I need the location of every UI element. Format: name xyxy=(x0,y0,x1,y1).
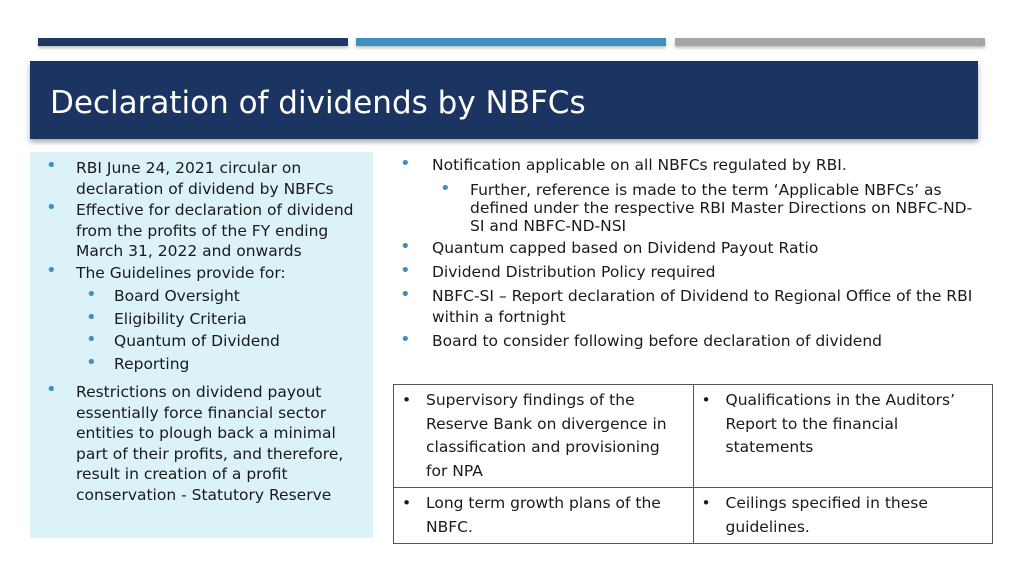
cell-text: Long term growth plans of the NBFC. xyxy=(426,494,661,536)
table-row xyxy=(394,488,993,544)
table-cell xyxy=(693,385,993,488)
right-item-distribution-policy: • Dividend Distribution Policy required xyxy=(400,262,980,283)
left-item-guidelines xyxy=(46,263,366,376)
considerations-table xyxy=(393,384,993,544)
table-row xyxy=(394,385,993,488)
sub-item-quantum: • Quantum of Dividend xyxy=(76,330,366,353)
right-item-quantum-capped: • Quantum capped based on Dividend Payout Ratio xyxy=(400,238,980,259)
accent-bar-light-blue xyxy=(356,38,666,46)
table-cell xyxy=(693,488,993,544)
slide-title: Declaration of dividends by NBFCs xyxy=(50,85,586,121)
guidelines-sub-list xyxy=(76,285,366,375)
bullet-glyph: • xyxy=(402,391,412,409)
bullet-glyph: • xyxy=(701,391,711,409)
right-item-notification-label: Notification applicable on all NBFCs regulated by RBI. xyxy=(432,156,847,174)
bullet-glyph: • xyxy=(402,494,412,512)
sub-item-eligibility: • Eligibility Criteria xyxy=(76,308,366,331)
cell-text: Qualifications in the Auditors’ Report to the financial statements xyxy=(725,391,956,456)
accent-bar-gray xyxy=(675,38,985,46)
notification-sub-list xyxy=(432,181,980,235)
bullet-glyph: • xyxy=(701,494,711,512)
table-cell xyxy=(394,488,694,544)
sub-item-reporting: • Reporting xyxy=(76,353,366,376)
sub-item-board-oversight: • Board Oversight xyxy=(76,285,366,308)
left-item-guidelines-label: The Guidelines provide for: xyxy=(76,263,286,282)
sub-item-applicable-nbfcs: • Further, reference is made to the term ‘Applicable NBFCs’ as defined under the respective RBI Master Directions on NBFC-ND-SI and NBFC-ND-NSI xyxy=(432,181,980,235)
table-cell xyxy=(394,385,694,488)
cell-text: Ceilings specified in these guidelines. xyxy=(725,494,928,536)
cell-text: Supervisory findings of the Reserve Bank on divergence in classification and provisioning for NPA xyxy=(426,391,667,480)
right-bullet-list xyxy=(400,155,980,355)
left-item-effective: • Effective for declaration of dividend from the profits of the FY ending March 31, 2022 and onwards xyxy=(46,200,366,262)
right-item-report-declaration: • NBFC-SI – Report declaration of Dividend to Regional Office of the RBI within a fortnight xyxy=(400,286,980,328)
left-panel xyxy=(30,152,373,538)
left-bullet-list xyxy=(46,157,366,505)
left-item-circular: • RBI June 24, 2021 circular on declaration of dividend by NBFCs xyxy=(46,158,366,199)
title-banner xyxy=(30,61,978,139)
left-item-restrictions: • Restrictions on dividend payout essentially force financial sector entities to plough back a minimal part of their profits, and therefore, result in creation of a profit conservation - Statutory Reserve xyxy=(46,382,366,505)
accent-bar-dark-blue xyxy=(38,38,348,46)
right-item-board-consider: • Board to consider following before declaration of dividend xyxy=(400,331,980,352)
right-item-notification xyxy=(400,155,980,235)
